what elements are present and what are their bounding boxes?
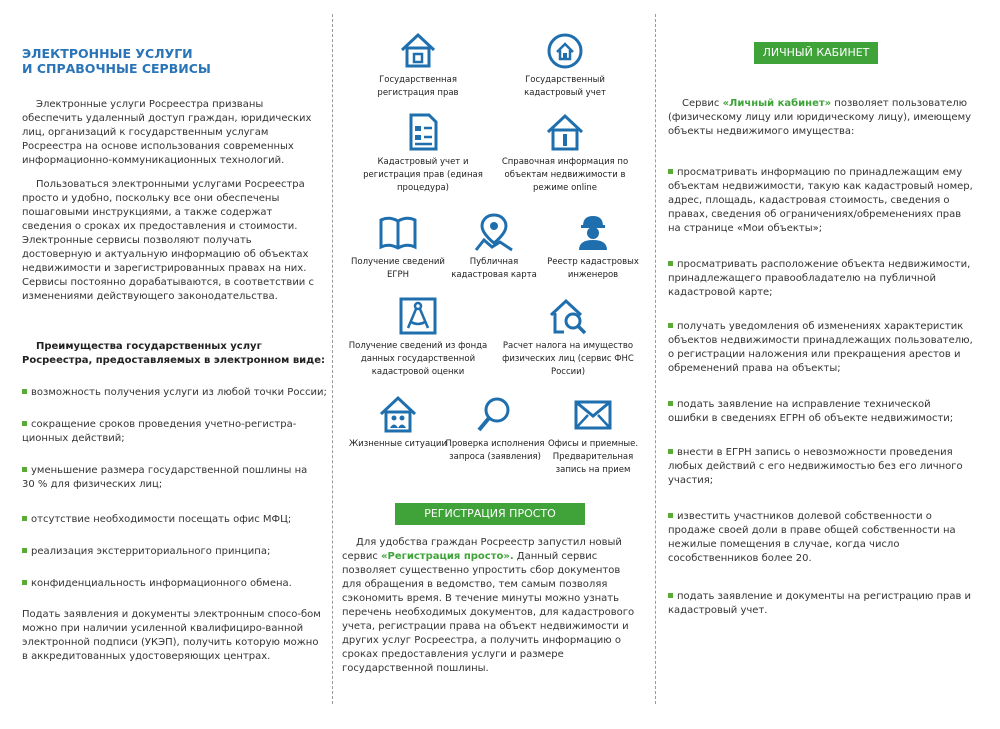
service-label: Государственный кадастровый учет — [524, 75, 606, 98]
service-tile-offices-appointment[interactable] — [538, 394, 648, 477]
intro-paragraph: Электронные услуги Росреестра призваны обеспечить удаленный доступ граждан, юридических лиц, организаций к государственным услугам Росреестра на основе использования современных информационно-коммуникационных технологий. — [22, 99, 312, 166]
service-name-highlight: «Личный кабинет» — [722, 98, 832, 109]
service-label: Получение сведений ЕГРН — [351, 257, 445, 280]
personal-account-button[interactable]: ЛИЧНЫЙ КАБИНЕТ — [754, 42, 878, 64]
ukep-paragraph: Подать заявления и документы электронным спосо-бом можно при наличии усиленной квалифициро-ванной электронной подписи (УКЭП), получить которую можно в аккредитованных удостоверяющих центрах. — [22, 609, 321, 662]
bullet-square-icon — [22, 516, 27, 521]
column-divider-left — [332, 14, 333, 704]
service-tile-property-tax[interactable] — [498, 296, 638, 379]
service-tile-reference-info[interactable] — [490, 112, 640, 195]
service-label: Расчет налога на имущество физических лиц (сервис ФНС России) — [502, 341, 634, 377]
house-info-icon — [545, 112, 585, 152]
column-services-grid — [338, 0, 648, 729]
service-label: Проверка исполнения запроса (заявления) — [445, 439, 545, 462]
feature-item: получать уведомления об изменениях характеристик объектов недвижимости принадлежащих пользователю, о регистрации наложения или прекращения арестов и обременений права на объекты; — [668, 321, 973, 374]
registration-simple-button[interactable]: РЕГИСТРАЦИЯ ПРОСТО — [395, 503, 585, 525]
house-icon — [398, 30, 438, 70]
feature-item: известить участников долевой собственности о продаже своей доли в праве общей собственности на нежилые помещения в случае, когда число сособственников более 20. — [668, 511, 956, 564]
feature-item: подать заявление и документы на регистрацию прав и кадастровый учет. — [668, 591, 972, 616]
service-label: Государственная регистрация прав — [377, 75, 459, 98]
advantage-item: реализация экстерриториального принципа; — [22, 545, 322, 559]
feature-item: просматривать информацию по принадлежащим ему объектам недвижимости, такую как кадастровый номер, адрес, площадь, кадастровая стоимость, сведения о правах, сведения об ограничениях/обременениях прав на странице «Мои объекты»; — [668, 167, 973, 234]
envelope-icon — [573, 394, 613, 434]
bullet-square-icon — [668, 261, 673, 266]
service-label: Публичная кадастровая карта — [451, 257, 537, 280]
service-name-highlight: «Регистрация просто». — [381, 551, 514, 562]
magnifier-icon — [475, 394, 515, 434]
service-tile-public-map[interactable] — [444, 212, 544, 282]
service-label: Получение сведений из фонда данных государственной кадастровой оценки — [348, 341, 488, 377]
house-circle-icon — [545, 30, 585, 70]
bullet-square-icon — [22, 389, 27, 394]
bullet-square-icon — [22, 421, 27, 426]
service-label: Справочная информация по объектам недвижимости в режиме online — [501, 157, 629, 193]
house-search-icon — [548, 296, 588, 336]
service-tile-unified-procedure[interactable] — [358, 112, 488, 195]
service-tile-cadastral-valuation[interactable] — [338, 296, 498, 379]
registration-simple-paragraph: Для удобства граждан Росреестр запустил новый сервис «Регистрация просто». Данный сервис позволяет существенно упростить сбор документов для обращения в ведомство, тем самым позволяя сэкономить время. В течение минуты можно узнать перечень необходимых документов, для кадастрового учета, регистрации права на объект недвижимости и других услуг Росреестра, а получить информацию о сроках предоставления услуги и размере государственной пошлины. — [342, 537, 635, 674]
feature-item: внести в ЕГРН запись о невозможности проведения любых действий с его недвижимостью без его личного участия; — [668, 447, 963, 486]
bullet-square-icon — [668, 593, 673, 598]
column-electronic-services — [22, 0, 327, 729]
advantage-item: возможность получения услуги из любой точки России; — [22, 386, 327, 400]
feature-item: подать заявление на исправление технической ошибки в сведениях ЕГРН об объекте недвижимости; — [668, 399, 954, 424]
feature-item: просматривать расположение объекта недвижимости, принадлежащего правообладателю на публичной кадастровой карте; — [668, 259, 971, 298]
service-label: Реестр кадастровых инженеров — [547, 257, 639, 280]
service-label: Жизненные ситуации — [349, 439, 447, 449]
service-label: Кадастровый учет и регистрация прав (единая процедура) — [363, 157, 483, 193]
service-tile-egrn-info[interactable] — [348, 212, 448, 282]
map-pin-icon — [474, 212, 514, 252]
advantage-item: конфиденциальность информационного обмена. — [22, 577, 322, 591]
service-label: Офисы и приемные. Предварительная запись на прием — [547, 439, 639, 475]
advantages-title: Преимущества государственных услуг Росреестра, предоставляемых в электронном виде: — [22, 341, 326, 366]
service-tile-request-check[interactable] — [440, 394, 550, 464]
bullet-square-icon — [22, 580, 27, 585]
document-icon — [403, 112, 443, 152]
service-tile-life-situations[interactable] — [348, 394, 448, 451]
bullet-square-icon — [22, 548, 27, 553]
engineer-icon — [573, 212, 613, 252]
section-title — [22, 46, 211, 76]
bullet-square-icon — [668, 401, 673, 406]
service-tile-state-registration[interactable] — [358, 30, 478, 100]
bullet-square-icon — [668, 169, 673, 174]
column-divider-right — [655, 14, 656, 704]
compass-icon — [398, 296, 438, 336]
bullet-square-icon — [22, 467, 27, 472]
house-people-icon — [378, 394, 418, 434]
column-personal-account — [668, 0, 978, 729]
advantage-item: отсутствие необходимости посещать офис МФЦ; — [22, 513, 322, 527]
bullet-square-icon — [668, 513, 673, 518]
book-icon — [378, 212, 418, 252]
title-line-1: ЭЛЕКТРОННЫЕ УСЛУГИ — [22, 46, 193, 61]
service-tile-engineers-registry[interactable] — [538, 212, 648, 282]
title-line-2: И СПРАВОЧНЫЕ СЕРВИСЫ — [22, 61, 211, 76]
advantage-item: сокращение сроков проведения учетно-регистра-ционных действий; — [22, 419, 297, 444]
usage-paragraph: Пользоваться электронными услугами Росреестра просто и удобно, поскольку все они обеспечены пошаговыми инструкциями, а также содержат сведения о сроках их предоставления и стоимости. Электронные сервисы позволяют получать достоверную и актуальную информацию об объектах недвижимости и зарегистрированных правах на них. Сервисы постоянно дорабатываются, в соответствии с изменениями действующего законодательства. — [22, 179, 314, 302]
advantage-item: уменьшение размера государственной пошлины на 30 % для физических лиц; — [22, 465, 308, 490]
bullet-square-icon — [668, 323, 673, 328]
personal-account-intro: Сервис «Личный кабинет» позволяет пользователю (физическому лицу или юридическому лицу), имеющему объекты недвижимого имущества: — [668, 98, 972, 137]
service-tile-cadastral-registration[interactable] — [500, 30, 630, 100]
bullet-square-icon — [668, 449, 673, 454]
